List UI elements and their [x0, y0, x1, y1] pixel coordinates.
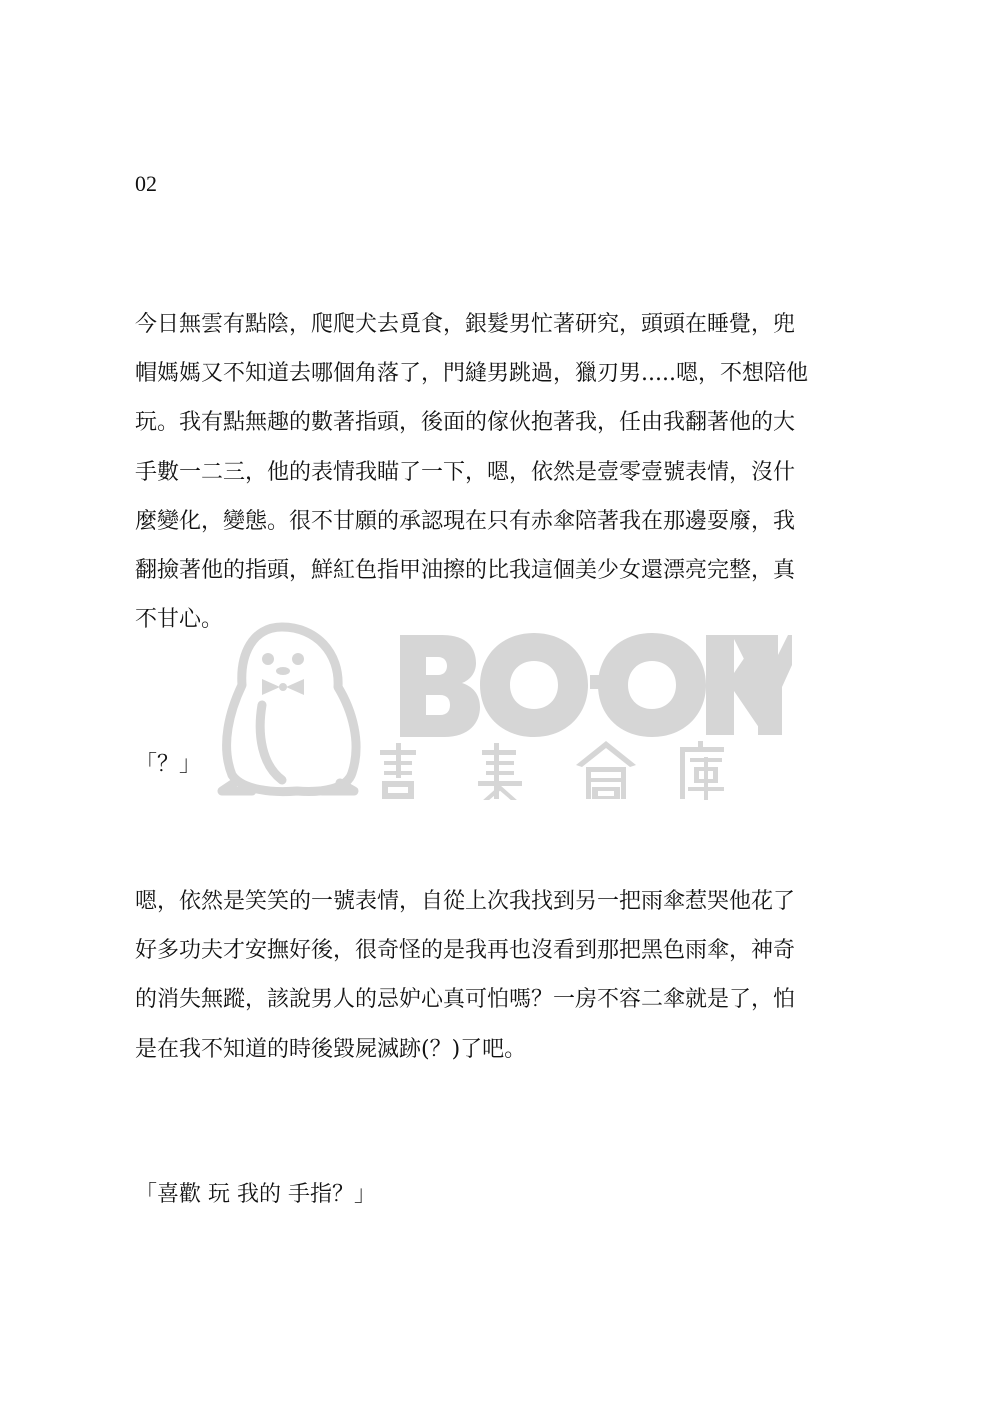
- paragraph-line: 的消失無蹤，該說男人的忌妒心真可怕嗎？一房不容二傘就是了，怕: [135, 987, 796, 1013]
- paragraph-line: 玩。我有點無趣的數著指頭，後面的傢伙抱著我，任由我翻著他的大: [135, 410, 796, 436]
- chapter-number: 02: [135, 171, 157, 196]
- paragraph-1: [135, 300, 860, 644]
- penguin-face-icon: [262, 653, 304, 695]
- paragraph-line: 今日無雲有點陰，爬爬犬去覓食，銀髮男忙著研究，頭頭在睡覺，兜: [135, 312, 796, 337]
- penguin-icon: [222, 627, 356, 792]
- paragraph-line: 好多功夫才安撫好後，很奇怪的是我再也沒看到那把黑色雨傘，神奇: [135, 938, 796, 964]
- paragraph-line: 是在我不知道的時後毀屍滅跡(？)了吧。: [135, 1036, 527, 1062]
- paragraph-line: 麼變化，變態。很不甘願的承認現在只有赤傘陪著我在那邊耍廢，我: [135, 508, 796, 534]
- booky-brand-mark: [400, 633, 792, 737]
- dialog-line-1: 「？」: [135, 752, 202, 777]
- booky-subtitle-mark: [380, 741, 724, 800]
- paragraph-line: 帽媽媽又不知道去哪個角落了，門縫男跳過，獵刃男.....嗯，不想陪他: [135, 361, 808, 387]
- paragraph-line: 翻撿著他的指頭，鮮紅色指甲油擦的比我這個美少女還漂亮完整，真: [135, 558, 796, 584]
- paragraph-line: 嗯，依然是笑笑的一號表情，自從上次我找到另一把雨傘惹哭他花了: [135, 889, 796, 914]
- dialog-line-2: 「喜歡 玩 我的 手指？」: [135, 1182, 376, 1207]
- paragraph-line: 手數一二三，他的表情我瞄了一下，嗯，依然是壹零壹號表情，沒什: [135, 459, 796, 485]
- paragraph-2: [135, 877, 860, 1074]
- paragraph-line: 不甘心。: [135, 607, 224, 633]
